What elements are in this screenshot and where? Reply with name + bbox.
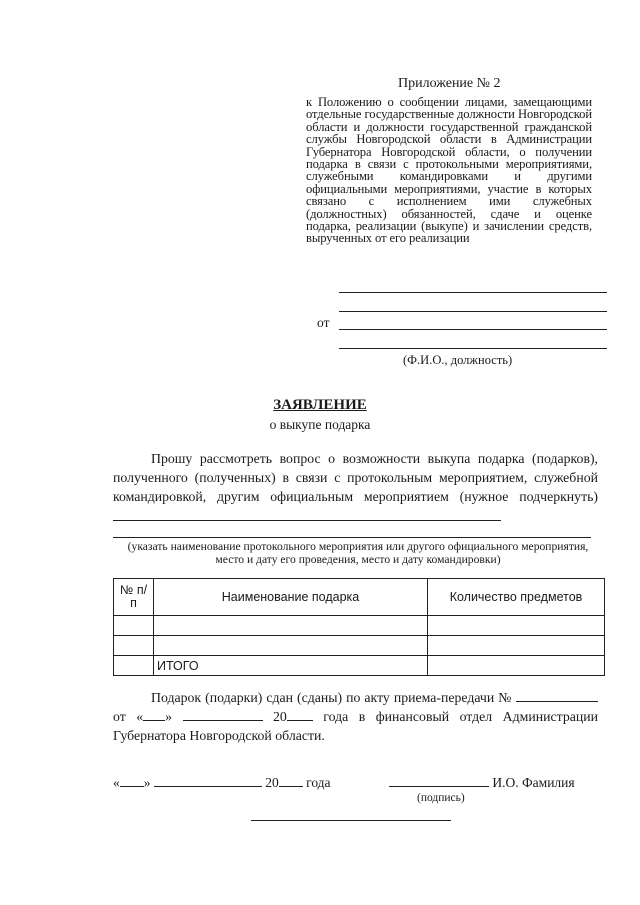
- event-name-line: [113, 508, 501, 521]
- sign-quote-close: »: [143, 775, 151, 790]
- table-cell[interactable]: [154, 616, 428, 636]
- sign-date: [113, 774, 331, 791]
- document-subtitle: о выкупе подарка: [269, 417, 371, 432]
- request-text: Прошу рассмотреть вопрос о возможности выкупа подарка (подарков), полученного (полученных) в связи с протокольным мероприятием, служебной командировкой, другим официальным мероприятием (нужное подчеркнуть): [113, 451, 598, 505]
- request-paragraph: [113, 449, 598, 526]
- table-cell[interactable]: [428, 656, 605, 676]
- table-row: [114, 636, 605, 656]
- signature-caption: (подпись): [417, 792, 465, 804]
- col-header-number: № п/п: [114, 579, 154, 616]
- from-label: от: [317, 315, 330, 330]
- transfer-text-3: Администрации Губернатора Новгородской области.: [113, 709, 599, 744]
- table-cell[interactable]: [114, 616, 154, 636]
- event-details-line: [113, 537, 591, 538]
- signature-line: [389, 774, 489, 787]
- act-year-prefix: 20: [273, 709, 287, 725]
- col-header-gift-name: Наименование подарка: [154, 579, 428, 616]
- event-note-caption: (указать наименование протокольного мероприятия или другого официального мероприятия, место и дату его проведения, место и дату командировки): [127, 540, 589, 566]
- applicant-line-4: [339, 348, 607, 349]
- act-month-line: [183, 708, 263, 721]
- fio-caption: (Ф.И.О., должность): [403, 353, 513, 367]
- applicant-line-1: [339, 292, 607, 293]
- total-label: ИТОГО: [154, 656, 428, 676]
- applicant-line-3: [339, 329, 607, 330]
- transfer-paragraph: [113, 688, 598, 746]
- sign-year-line: [279, 774, 303, 787]
- sign-year-suffix: года: [306, 775, 331, 790]
- gifts-table: [113, 578, 605, 676]
- transfer-text-2: года в финансовый отдел: [323, 709, 493, 725]
- col-header-quantity: Количество предметов: [428, 579, 605, 616]
- table-header-row: [114, 579, 605, 616]
- table-total-row: [114, 656, 605, 676]
- appendix-title: Приложение № 2: [398, 76, 501, 91]
- table-row: [114, 616, 605, 636]
- sign-signature: [389, 774, 575, 791]
- sign-year-prefix: 20: [265, 775, 279, 790]
- act-number-label: №: [498, 690, 512, 705]
- act-year-line: [287, 708, 313, 721]
- table-cell[interactable]: [428, 636, 605, 656]
- transfer-text-1: Подарок (подарки) сдан (сданы) по акту приема-передачи: [151, 690, 495, 705]
- document-title: ЗАЯВЛЕНИЕ: [273, 397, 367, 413]
- appendix-text: к Положению о сообщении лицами, замещающими отдельные государственные должности Новгородской области и должности государственной гражданской службы Новгородской области в Администрации Губернатора Новгородской области, о получении подарка в связи с протокольными мероприятиями, служебными командировками и другими официальными мероприятиями, участие в которых связано с исполнением ими служебных (должностных) обязанностей, сдаче и оценке подарка, реализации (выкупе) и зачислении средств, вырученных от его реализации: [306, 95, 592, 246]
- sign-quote-open: «: [113, 775, 120, 790]
- applicant-line-2: [339, 311, 607, 312]
- sign-day-line: [120, 774, 144, 787]
- act-quote-close: »: [165, 709, 173, 725]
- sign-month-line: [154, 774, 262, 787]
- table-cell[interactable]: [154, 636, 428, 656]
- act-day-line: [143, 708, 165, 721]
- table-cell[interactable]: [114, 636, 154, 656]
- registration-line: [251, 820, 451, 821]
- act-date-label: от «: [113, 709, 144, 725]
- table-cell[interactable]: [428, 616, 605, 636]
- act-number-line: [516, 689, 598, 702]
- signer-name: И.О. Фамилия: [492, 775, 575, 790]
- table-cell[interactable]: [114, 656, 154, 676]
